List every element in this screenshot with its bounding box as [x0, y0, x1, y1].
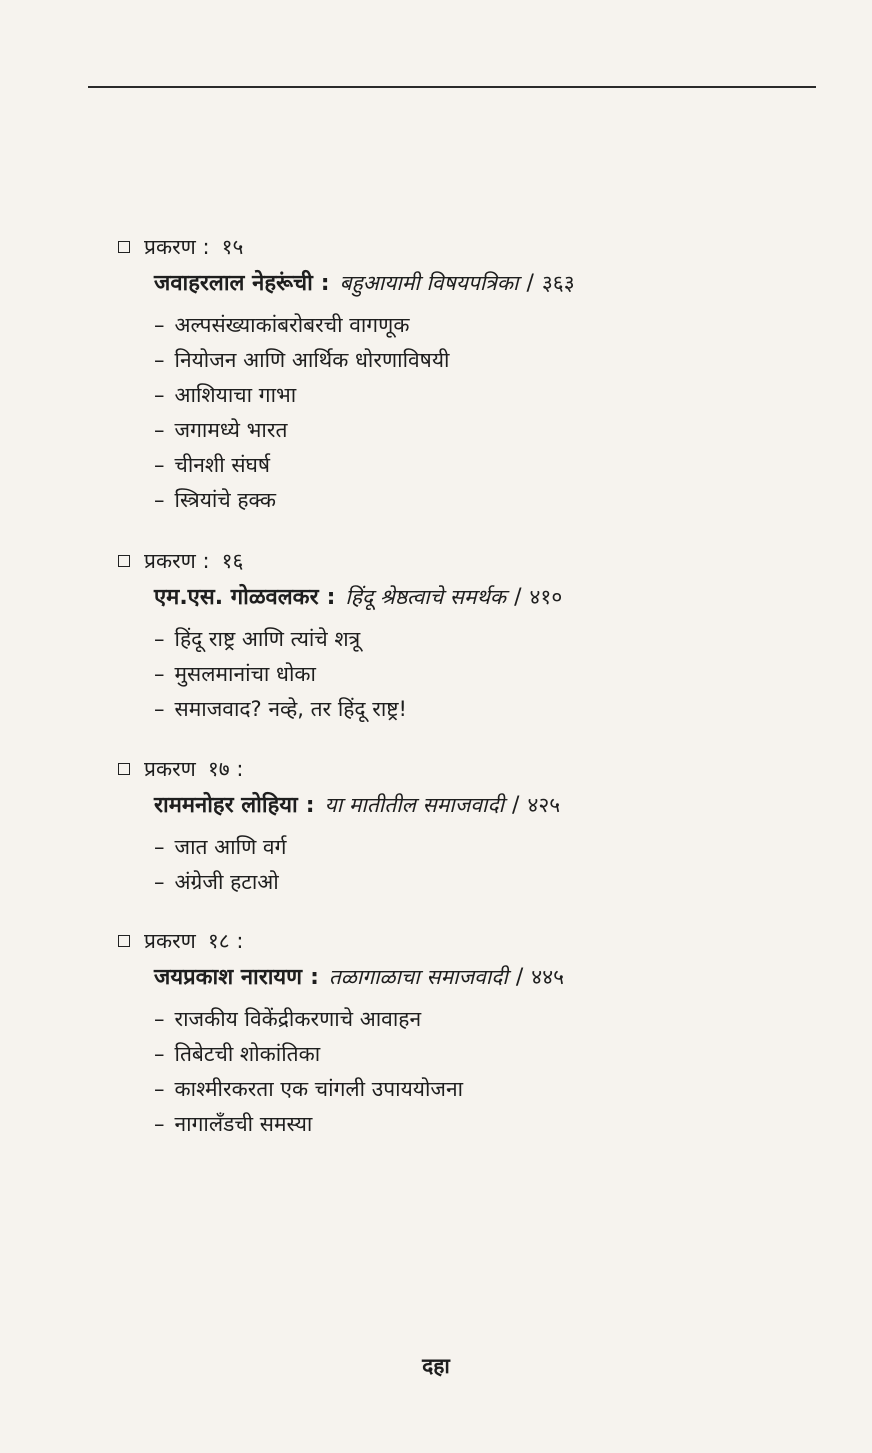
chapter-title	[154, 266, 818, 300]
title-colon: :	[320, 271, 330, 296]
topic-text: नियोजन आणि आर्थिक धोरणाविषयी	[174, 348, 450, 372]
dash-marker: –	[154, 697, 165, 721]
person-name: एम.एस. गोळवलकर	[154, 585, 319, 610]
title-colon: :	[305, 793, 315, 818]
chapter-18	[118, 926, 818, 1142]
topic-text: जात आणि वर्ग	[174, 835, 287, 859]
dash-marker: –	[154, 835, 165, 859]
checkbox-square-icon	[118, 241, 130, 253]
chapter-number: १८ :	[207, 929, 244, 953]
chapter-heading	[118, 232, 818, 262]
chapter-number: १६	[221, 549, 244, 573]
list-item	[154, 483, 818, 518]
topic-text: नागालँडची समस्या	[174, 1112, 313, 1136]
checkbox-square-icon	[118, 555, 130, 567]
topic-text: स्त्रियांचे हक्क	[174, 488, 277, 512]
dash-marker: –	[154, 627, 165, 651]
dash-marker: –	[154, 870, 165, 894]
checkbox-square-icon	[118, 935, 130, 947]
chapter-heading	[118, 754, 818, 784]
topic-text: जगामध्ये भारत	[174, 418, 288, 442]
list-item	[154, 378, 818, 413]
chapter-title	[154, 960, 818, 994]
header-rule	[88, 86, 816, 88]
dash-marker: –	[154, 1007, 165, 1031]
list-item	[154, 622, 818, 657]
topic-text: राजकीय विकेंद्रीकरणाचे आवाहन	[174, 1007, 422, 1031]
topic-list	[154, 1002, 818, 1142]
chapter-title	[154, 580, 818, 614]
person-name: राममनोहर लोहिया	[154, 793, 298, 818]
chapter-number: १७ :	[207, 757, 244, 781]
list-item	[154, 343, 818, 378]
chapter-subtitle: तळागाळाचा समाजवादी	[328, 965, 508, 989]
list-item	[154, 1002, 818, 1037]
topic-text: काश्मीरकरता एक चांगली उपाययोजना	[174, 1077, 464, 1101]
dash-marker: –	[154, 453, 165, 477]
checkbox-square-icon	[118, 763, 130, 775]
chapter-label: प्रकरण :	[144, 549, 210, 573]
chapter-subtitle: हिंदू श्रेष्ठत्वाचे समर्थक	[345, 585, 507, 609]
dash-marker: –	[154, 313, 165, 337]
topic-text: अंग्रेजी हटाओ	[174, 870, 279, 894]
topic-text: चीनशी संघर्ष	[174, 453, 271, 477]
chapter-17	[118, 754, 818, 900]
title-slash: /	[515, 965, 524, 990]
chapter-title	[154, 788, 818, 822]
topic-text: समाजवाद? नव्हे, तर हिंदू राष्ट्र!	[174, 697, 407, 721]
person-name: जयप्रकाश नारायण	[154, 965, 303, 990]
dash-marker: –	[154, 488, 165, 512]
dash-marker: –	[154, 418, 165, 442]
topic-text: आशियाचा गाभा	[174, 383, 297, 407]
list-item	[154, 1037, 818, 1072]
chapter-label: प्रकरण	[144, 929, 196, 953]
page-number: ३६३	[541, 271, 575, 295]
topic-list	[154, 308, 818, 518]
dash-marker: –	[154, 1077, 165, 1101]
chapter-15	[118, 232, 818, 518]
list-item	[154, 1107, 818, 1142]
list-item	[154, 865, 818, 900]
chapter-subtitle: बहुआयामी विषयपत्रिका	[339, 271, 519, 295]
list-item	[154, 308, 818, 343]
chapter-heading	[118, 926, 818, 956]
dash-marker: –	[154, 348, 165, 372]
dash-marker: –	[154, 1112, 165, 1136]
page-number: ४४५	[531, 965, 565, 989]
chapter-label: प्रकरण :	[144, 235, 210, 259]
chapter-subtitle: या मातीतील समाजवादी	[324, 793, 505, 817]
topic-list	[154, 622, 818, 727]
dash-marker: –	[154, 662, 165, 686]
chapter-number: १५	[221, 235, 244, 259]
chapter-heading	[118, 546, 818, 576]
list-item	[154, 830, 818, 865]
title-slash: /	[526, 271, 534, 296]
list-item	[154, 413, 818, 448]
dash-marker: –	[154, 1042, 165, 1066]
page-number: ४१०	[529, 585, 563, 609]
person-name: जवाहरलाल नेहरूंची	[154, 271, 313, 296]
topic-list	[154, 830, 818, 900]
title-slash: /	[512, 793, 520, 818]
topic-text: अल्पसंख्याकांबरोबरची वागणूक	[174, 313, 410, 337]
page-number: ४२५	[527, 793, 561, 817]
list-item	[154, 1072, 818, 1107]
list-item	[154, 692, 818, 727]
topic-text: हिंदू राष्ट्र आणि त्यांचे शत्रू	[174, 627, 361, 651]
page-footer-number: दहा	[422, 1354, 450, 1378]
title-colon: :	[326, 585, 336, 610]
chapter-label: प्रकरण	[144, 757, 196, 781]
chapter-16	[118, 546, 818, 727]
topic-text: तिबेटची शोकांतिका	[174, 1042, 321, 1066]
topic-text: मुसलमानांचा धोका	[174, 662, 316, 686]
title-slash: /	[514, 585, 522, 610]
list-item	[154, 657, 818, 692]
dash-marker: –	[154, 383, 165, 407]
title-colon: :	[310, 965, 319, 990]
list-item	[154, 448, 818, 483]
